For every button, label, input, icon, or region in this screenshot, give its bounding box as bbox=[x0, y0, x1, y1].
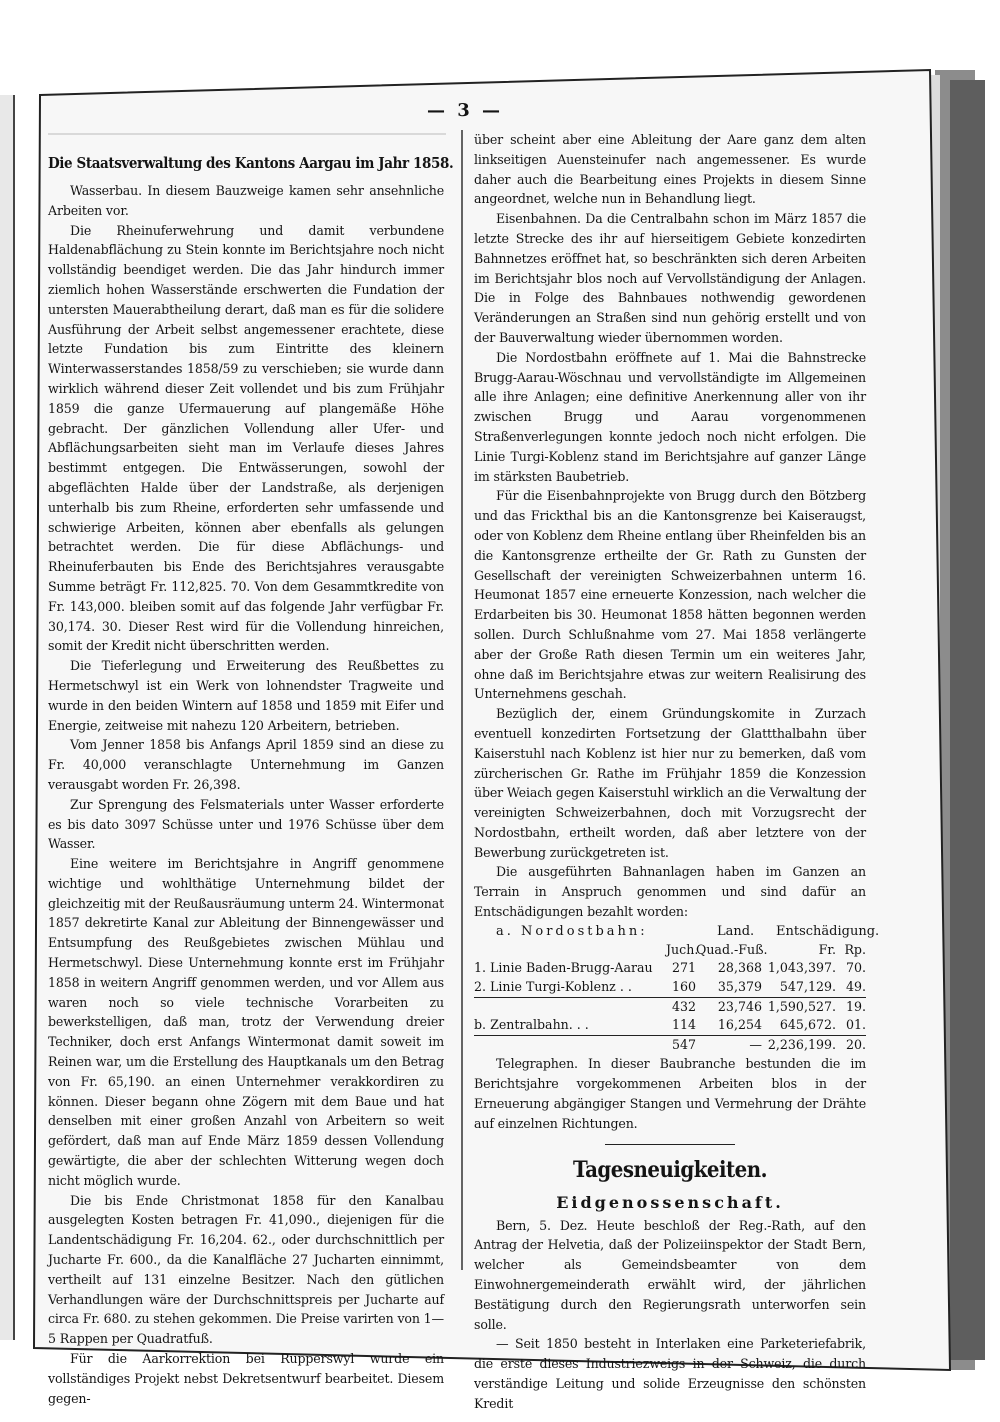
row-rp: 70. bbox=[845, 960, 866, 976]
row-quad: 28,368 bbox=[717, 960, 762, 976]
row-name: 2. Linie Turgi-Koblenz . . bbox=[474, 979, 632, 995]
paragraph: — Seit 1850 besteht in Interlaken eine Parketeriefabrik, die erste dieses Industriezweigs in der Schweiz, die durch verständige Leitung und solide Erzeugnisse den schönsten Kredit bbox=[474, 1336, 866, 1411]
section-a-label: a. Nordostbahn: bbox=[496, 923, 648, 939]
row-fr: 2,236,199. bbox=[767, 1036, 836, 1052]
paragraph: Die bis Ende Christmonat 1858 für den Kanalbau ausgelegten Kosten betragen Fr. 41,090., diejenigen für die Landentschädigung Fr. 16,204. 62., oder durchschnittlich per Jucharte Fr. 600., da die Kanalfläche 27 Jucharten einnimmt, vertheilt auf 131 einzelne Besitzer. Nach den gütlichen Verhandlungen wäre der Durchschnittspreis per Jucharte auf circa Fr. 680. zu stehen gekommen. Die Preise varirten von 1—5 Rappen per Quadratfuß. bbox=[48, 1192, 444, 1347]
row-rp: 20. bbox=[845, 1036, 866, 1052]
unit-fr: Fr. bbox=[818, 941, 836, 957]
paragraph: Eisenbahnen. Da die Centralbahn schon im März 1857 die letzte Strecke des ihr auf hierseitigem Gebiete konzedirten Bahnnetzes eröffnet hat, so beschränkten sich deren Arbeiten im Berichtsjahr blos noch auf Vervollständigung der Anlagen. Die in Folge des Bahnbaues nothwendig gewordenen Veränderungen an Straßen sind nun gehörig erstellt und von der Bauverwaltung wieder übernommen worden. bbox=[474, 211, 866, 345]
paragraph: Vom Jenner 1858 bis Anfangs April 1859 sind an diese zu Fr. 40,000 veranschlagte Unternehmung im Ganzen verausgabt worden Fr. 26,398. bbox=[48, 737, 444, 792]
row-rp: 19. bbox=[845, 998, 866, 1014]
compensation-table bbox=[474, 922, 880, 1055]
paragraph: Telegraphen. In dieser Baubranche bestunden die im Berichtsjahre vorgekommenen Arbeiten blos in der Erneuerung abgängiger Stangen und Vermehrung der Drähte auf einzelnen Richtungen. bbox=[474, 1056, 866, 1131]
row-juch: 271 bbox=[671, 960, 696, 976]
row-quad: 23,746 bbox=[717, 998, 762, 1014]
row-juch: 114 bbox=[671, 1017, 696, 1033]
row-rp: 01. bbox=[845, 1017, 866, 1033]
row-juch: 432 bbox=[671, 998, 696, 1014]
unit-rp: Rp. bbox=[844, 941, 866, 957]
row-quad: — bbox=[749, 1036, 762, 1052]
row-fr: 645,672. bbox=[779, 1017, 836, 1033]
news-subtitle: Eidgenossenschaft. bbox=[556, 1192, 784, 1212]
unit-juch: Juch. bbox=[666, 941, 699, 957]
table-section-head bbox=[474, 922, 880, 941]
table-units-row bbox=[474, 941, 866, 960]
col-entsch-header: Entschädigung. bbox=[776, 923, 880, 939]
paragraph: Zur Sprengung des Felsmaterials unter Wasser erforderte es bis dato 3097 Schüsse unter und 1976 Schüsse über dem Wasser. bbox=[48, 796, 444, 852]
row-name bbox=[474, 998, 666, 1017]
table-row bbox=[474, 1016, 866, 1035]
paragraph: Die Nordostbahn eröffnete auf 1. Mai die Bahnstrecke Brugg-Aarau-Wöschnau und vervollständigte im Allgemeinen alle ihre Anlagen; eine definitive Anerkennung aller von ihr zwischen Brugg und Aarau vorgenommenen Straßenverlegungen konnte jedoch noch nicht erfolgen. Die Linie Turgi-Koblenz stand im Berichtsjahre auf ganzer Länge im stärksten Baubetrieb. bbox=[474, 349, 866, 484]
paragraph: Wasserbau. In diesem Bauzweige kamen sehr ansehnliche Arbeiten vor. bbox=[48, 183, 444, 218]
left-page-sliver bbox=[0, 95, 14, 1340]
paragraph: Eine weitere im Berichtsjahre in Angriff genommene wichtige und wohlthätige Unternehmung bildet der gleichzeitig mit der Reußausräumung unterm 24. Wintermonat 1857 dekretirte Kanal zur Ableitung der Binnengewässer und Entsumpfung des Reußgebietes zwischen Mühlau und Hermetschwyl. Diese Unternehmung konnte erst im Frühjahr 1858 in weitern Angriff genommen werden, und vor Allem aus waren noch so viele technische Vorarbeiten zu bewerkstelligen, daß man, trotz der Verwendung dreier Techniker, doch erst Anfangs Wintermonat damit soweit im Reinen war, um die Erstellung des Hauptkanals um den Betrag von Fr. 65,190. an einen Unternehmer verakkordiren zu können. Dieser begann ohne Zögern mit dem Baue und hat denselben mit einer großen Anzahl von Arbeitern so weit gefördert, daß man auf Ende März 1859 dessen Vollendung gewärtigte, die aber der schlechten Witterung wegen doch nicht möglich wurde. bbox=[48, 856, 444, 1188]
row-fr: 547,129. bbox=[779, 979, 836, 995]
paragraph: Für die Eisenbahnprojekte von Brugg durch den Bötzberg und das Frickthal bis an die Kantonsgrenze bei Kaiseraugst, oder von Koblenz dem Rheine entlang über Rheinfelden bis an die Kantonsgrenze ertheilte der Gr. Rath zu Gunsten der Gesellschaft der vereinigten Schweizerbahnen unterm 16. Heumonat 1857 eine erneuerte Konzession, nach welcher die Erdarbeiten bis 30. Heumonat 1858 hätten begonnen werden sollen. Durch Schlußnahme vom 27. Mai 1858 verlängerte aber der Große Rath diesen Termin um ein weiteres Jahr, ohne daß im Berichtsjahre etwas zur weitern Realisirung des Unternehmens geschah. bbox=[474, 488, 866, 702]
paragraph: Bern, 5. Dez. Heute beschloß der Reg.-Rath, auf den Antrag der Helvetia, daß der Polizeiinspektor der Stadt Bern, welcher als Gemeindsbeamter von dem Einwohnergemeinderath erwählt wird, der jährlichen Bestätigung durch den Regierungsrath unterworfen sein solle. bbox=[474, 1217, 866, 1332]
article-title: Die Staatsverwaltung des Kantons Aargau im Jahr 1858. bbox=[48, 154, 454, 172]
page-number: — 3 — bbox=[426, 100, 504, 121]
paragraph: Für die Aarkorrektion bei Rupperswyl wurde ein vollständiges Projekt nebst Dekretsentwurf bearbeitet. Diesem gegen- bbox=[48, 1351, 444, 1406]
row-juch: 160 bbox=[671, 979, 696, 995]
table-row-subtotal bbox=[474, 997, 866, 1017]
row-name: 1. Linie Baden-Brugg-Aarau bbox=[474, 960, 653, 976]
row-juch: 547 bbox=[671, 1036, 696, 1052]
paragraph: Die Tieferlegung und Erweiterung des Reußbettes zu Hermetschwyl ist ein Werk von lohnendster Tragweite und wurde in den beiden Wintern auf 1858 und 1859 mit Eifer und Energie, zeitweise mit nahezu 120 Arbeitern, betrieben. bbox=[48, 658, 444, 733]
left-column bbox=[48, 148, 454, 1408]
table-row-total bbox=[474, 1035, 866, 1055]
paragraph: Die Rheinuferwehrung und damit verbundene Haldenabflächung zu Stein konnte im Berichtsjahre noch nicht vollständig beendiget werden. Die das Jahr hindurch immer ziemlich hohen Wasserstände erschwerten die Fundation der untersten Mauerabtheilung derart, daß man es für die solidere Ausführung der Arbeit selbst angemessener erachtete, diese letzte Fundation bis zum Eintritte des kleinern Winterwasserstandes 1858/59 zu verschieben; sie wurde dann wirklich während dieser Zeit vollendet und bis zum Frühjahr 1859 die ganze Ufermauerung auf plangemäße Höhe gebracht. Der gänzlichen Vollendung aller Ufer- und Abflächungsarbeiten sieht man im Verlaufe dieses Jahres bestimmt entgegen. Die Entwässerungen, sowohl der abgeflächten Halde über der Landstraße, als derjenigen unterhalb bis zum Rheine, erforderten sehr umfassende und schwierige Arbeiten, können aber ebenfalls als gelungen betrachtet werden. Die für diese Abflächungs- und Rheinuferbauten bis Ende des Berichtsjahres verausgabte Summe beträgt Fr. 112,825. 70. Von dem Gesammtkredite von Fr. 143,000. bleiben somit auf das folgende Jahr verfügbar Fr. 30,174. 30. Dieser Rest wird für die Vollendung hinreichen, somit der Kredit nicht überschritten werden. bbox=[48, 222, 444, 654]
row-name: b. Zentralbahn. . . bbox=[474, 1017, 589, 1033]
paragraph: Die ausgeführten Bahnanlagen haben im Ganzen an Terrain in Anspruch genommen und sind dafür an Entschädigungen bezahlt worden: bbox=[474, 864, 866, 920]
paragraph: Bezüglich der, einem Gründungskomite in Zurzach eventuell konzedirten Fortsetzung der Glattthalbahn über Kaiserstuhl nach Koblenz ist hier nur zu bemerken, daß vom zürcherischen Gr. Rathe im Frühjahr 1859 die Konzession über Weiach gegen Kaiserstuhl wirklich an die Verwaltung der vereinigten Schweizerbahnen, doch mit Vorzugsrecht der Nordostbahn, ertheilt worden, daß aber letztere von der Bewerbung zurückgetreten ist. bbox=[474, 706, 866, 860]
news-title: Tagesneuigkeiten. bbox=[572, 1156, 768, 1183]
table-row bbox=[474, 978, 866, 997]
right-column bbox=[474, 130, 880, 1414]
row-quad: 16,254 bbox=[717, 1017, 762, 1033]
unit-quad: Quad.-Fuß. bbox=[696, 941, 768, 957]
row-fr: 1,043,397. bbox=[767, 960, 836, 976]
row-name bbox=[474, 1036, 666, 1055]
col-land-header: Land. bbox=[716, 923, 755, 939]
table-row bbox=[474, 959, 866, 978]
row-quad: 35,379 bbox=[717, 979, 762, 995]
section-divider bbox=[605, 1144, 735, 1145]
row-rp: 49. bbox=[845, 979, 866, 995]
row-fr: 1,590,527. bbox=[767, 998, 836, 1014]
paragraph: über scheint aber eine Ableitung der Aare ganz dem alten linkseitigen Auensteinufer nach angemessener. Es wurde daher auch die Bearbeitung eines Projekts in diesem Sinne angeordnet, welche nun in Behandlung liegt. bbox=[474, 132, 866, 207]
